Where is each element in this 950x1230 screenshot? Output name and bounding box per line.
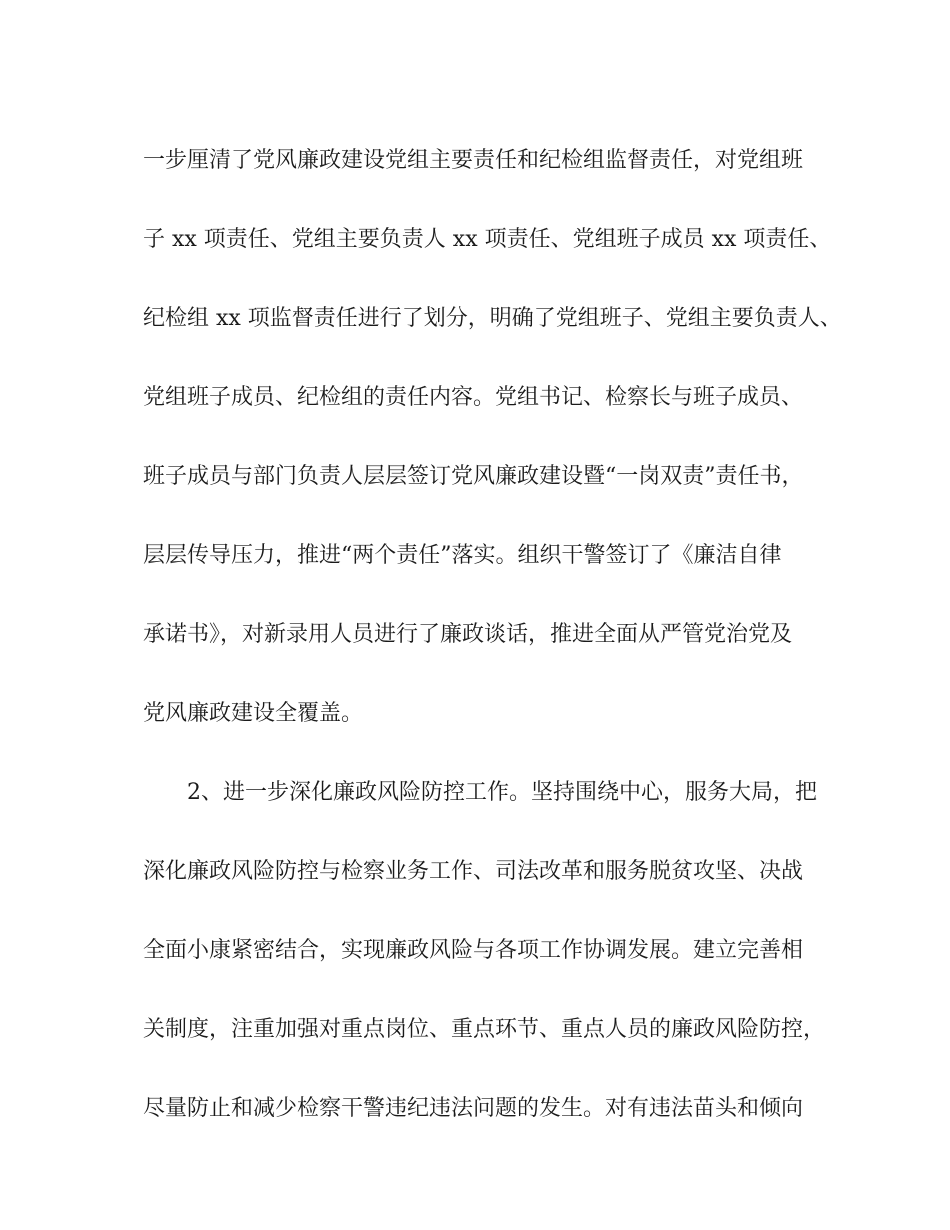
text-line: 关制度，注重加强对重点岗位、重点环节、重点人员的廉政风险防控，: [143, 1017, 826, 1042]
text-line: 一步厘清了党风廉政建设党组主要责任和纪检组监督责任，对党组班: [143, 148, 804, 173]
text-line: 子 xx 项责任、党组主要负责人 xx 项责任、党组班子成员 xx 项责任、: [143, 227, 832, 252]
text-line: 党风廉政建设全覆盖。: [143, 701, 364, 726]
text-line: 全面小康紧密结合，实现廉政风险与各项工作协调发展。建立完善相: [143, 938, 804, 963]
text-line: 纪检组 xx 项监督责任进行了划分，明确了党组班子、党组主要负责人、: [143, 306, 842, 331]
text-line: 尽量防止和减少检察干警违纪违法问题的发生。对有违法苗头和倾向: [143, 1096, 804, 1121]
text-line: 党组班子成员、纪检组的责任内容。党组书记、检察长与班子成员、: [143, 385, 804, 410]
text-line: 班子成员与部门负责人层层签订党风廉政建设暨“一岗双责”责任书，: [143, 464, 804, 489]
text-line: 深化廉政风险防控与检察业务工作、司法改革和服务脱贫攻坚、决战: [143, 859, 804, 884]
text-line: 承诺书》，对新录用人员进行了廉政谈话，推进全面从严管党治党及: [143, 622, 793, 647]
text-line: 层层传导压力，推进“两个责任”落实。组织干警签订了《廉洁自律: [143, 543, 782, 568]
paragraph-start-line: 2、进一步深化廉政风险防控工作。坚持围绕中心，服务大局，把: [187, 780, 817, 805]
